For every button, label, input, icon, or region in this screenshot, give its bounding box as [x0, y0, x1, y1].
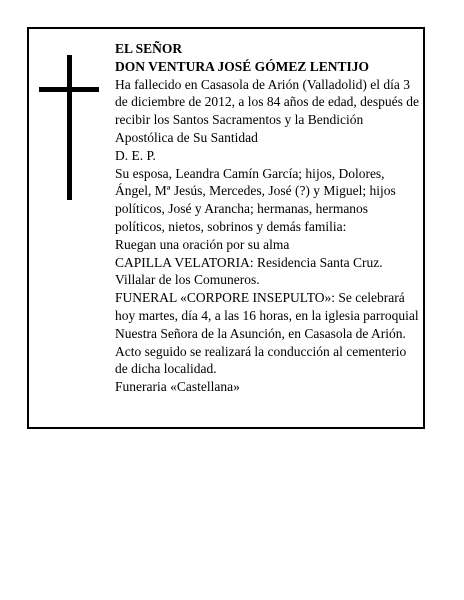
rip-line: D. E. P.	[115, 147, 156, 163]
funeral-details: FUNERAL «CORPORE INSEPULTO»: Se celebrará hoy martes, día 4, a las 16 horas, en la iglesia parroquial Nuestra Señora de la Asunción, en Casasola de Arión. Acto seguido se realizará la conducción al cementerio de dicha localidad.	[115, 290, 419, 377]
cross-horizontal-bar	[39, 87, 99, 92]
notice-text-block	[115, 40, 421, 396]
wake-chapel: CAPILLA VELATORIA: Residencia Santa Cruz. Villalar de los Comuneros.	[115, 254, 383, 288]
deceased-name: DON VENTURA JOSÉ GÓMEZ LENTIJO	[115, 58, 370, 74]
notice-title-line1: EL SEÑOR	[115, 41, 183, 56]
cross-icon	[39, 55, 99, 200]
prayer-request: Ruegan una oración por su alma	[115, 236, 290, 252]
cross-vertical-bar	[67, 55, 72, 200]
funeral-home: Funeraria «Castellana»	[115, 379, 240, 395]
obituary-notice	[27, 27, 425, 429]
family-list: Su esposa, Leandra Camín García; hijos, Dolores, Ángel, Mª Jesús, Mercedes, José (?) y Miguel; hijos políticos, José y Arancha; hermanas, hermanos políticos, nietos, sobrinos y demás familia:	[115, 165, 396, 234]
death-announcement: Ha fallecido en Casasola de Arión (Valladolid) el día 3 de diciembre de 2012, a los 84 años de edad, después de recibir los Santos Sacramentos y la Bendición Apostólica de Su Santidad	[115, 76, 420, 145]
